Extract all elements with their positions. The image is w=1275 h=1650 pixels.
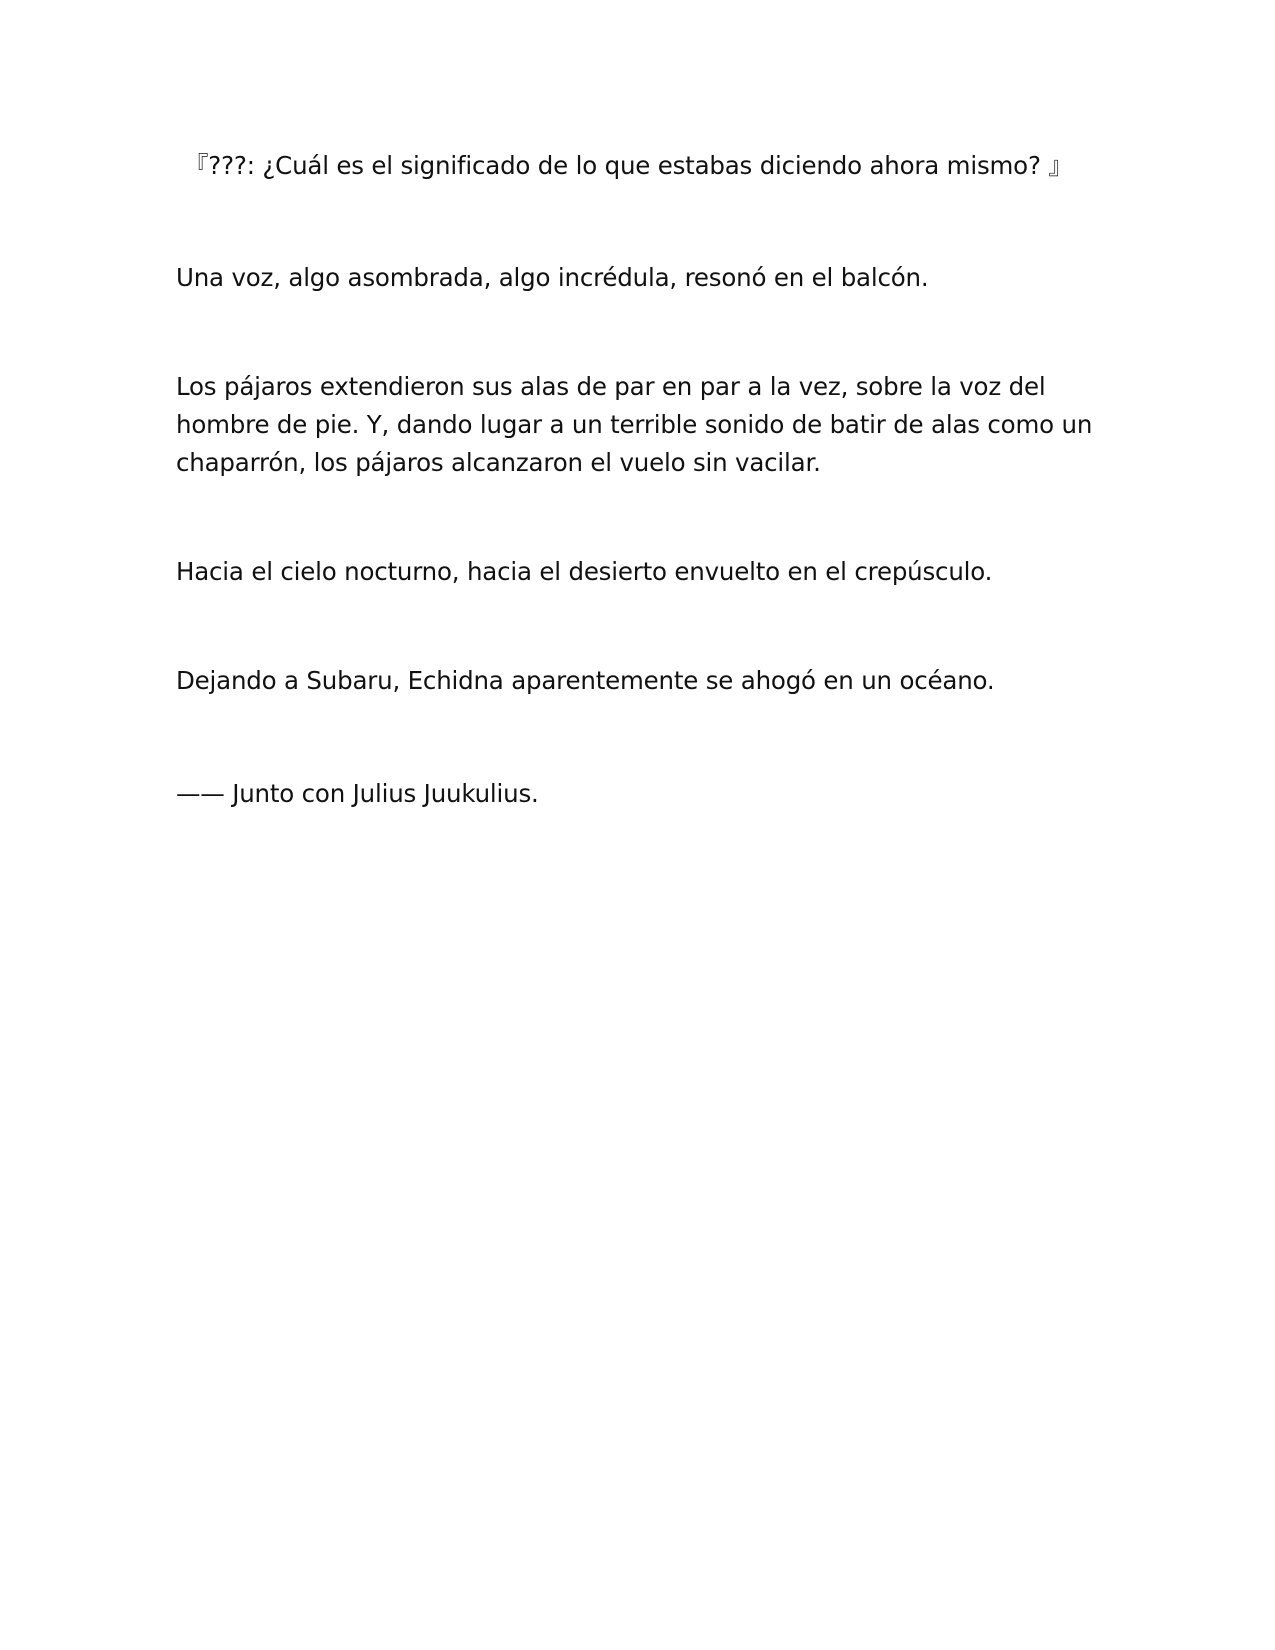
- paragraph: Una voz, algo asombrada, algo incrédula, resonó en el balcón.: [176, 263, 929, 292]
- paragraph: Los pájaros extendieron sus alas de par en par a la vez, sobre la voz del hombre de pie. Y, dando lugar a un terrible sonido de batir de alas como un chaparrón, los pájaros alcanzaron el vuelo sin vacilar.: [176, 372, 1093, 477]
- paragraph: Hacia el cielo nocturno, hacia el desierto envuelto en el crepúsculo.: [176, 557, 993, 586]
- closing-line: —— Junto con Julius Juukulius.: [176, 779, 539, 808]
- dialogue-line: 『???: ¿Cuál es el significado de lo que estabas diciendo ahora mismo? 』: [184, 151, 1073, 180]
- paragraph: Dejando a Subaru, Echidna aparentemente se ahogó en un océano.: [176, 666, 995, 695]
